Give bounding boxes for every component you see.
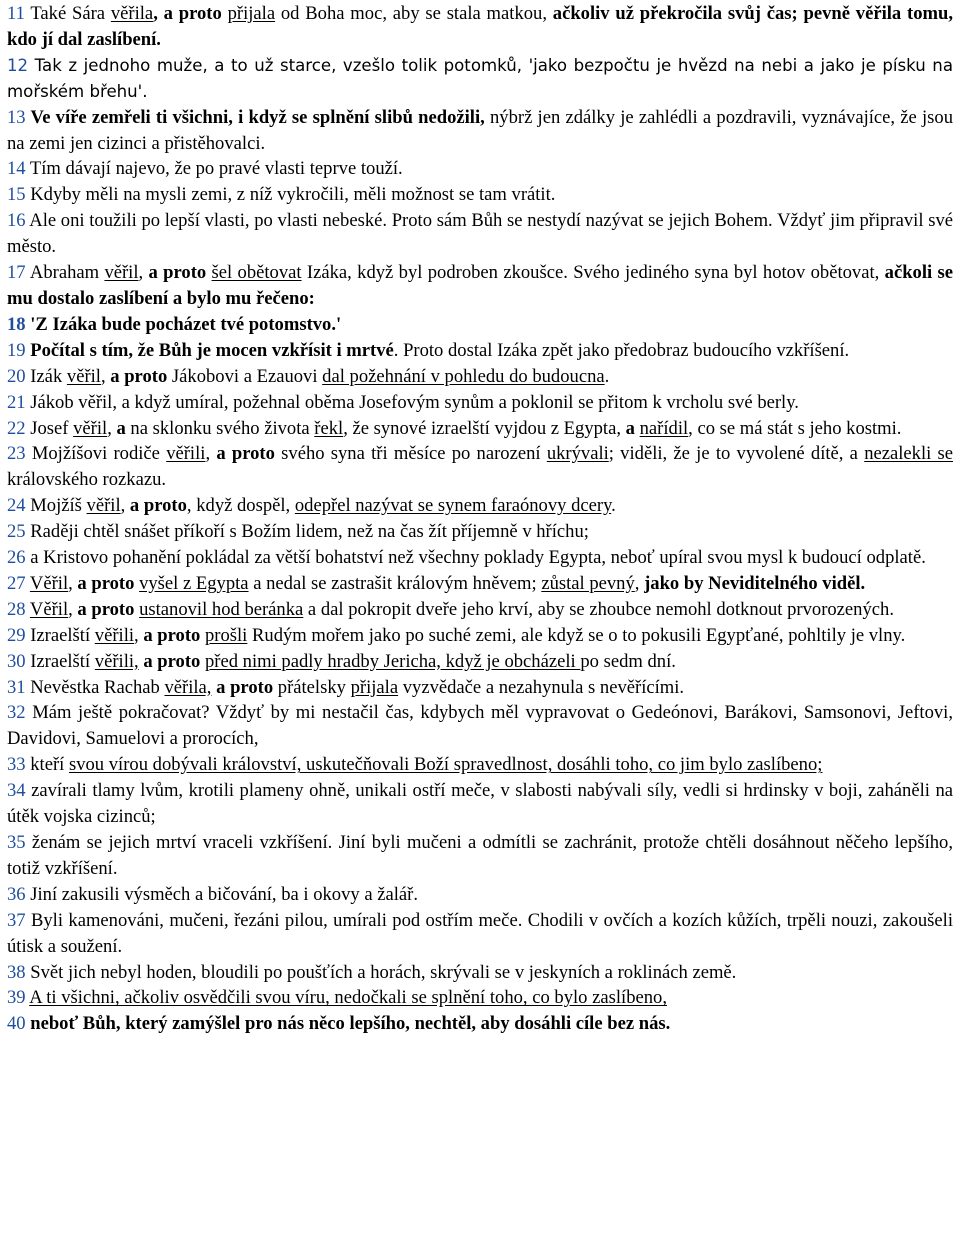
verse-text: a Kristovo pohanění pokládal za větší bohatství než všechny poklady Egypta, neboť upíral svou mysl k budoucí odplatě.: [25, 547, 926, 569]
verse-16: [7, 208, 953, 260]
verse-text: Tak z jednoho muže, a to už starce, vzešlo tolik potomků, 'jako bezpočtu je hvězd na nebi a jako je písku na mořském břehu'.: [7, 55, 953, 101]
verse-text: , že synové izraelští vyjdou z Egypta,: [343, 417, 626, 439]
verse-text: a nedal se zastrašit královým hněvem;: [248, 572, 542, 594]
underlined-text: věřil: [73, 417, 108, 439]
verse-number: 18: [7, 313, 26, 335]
verse-number: 11: [7, 3, 25, 24]
verse-12: [7, 53, 953, 105]
underlined-text: věřila,: [164, 676, 212, 698]
verse-19: [7, 338, 953, 364]
verse-text: Izáka, když byl podroben zkoušce. Svého jediného syna byl hotov obětovat,: [301, 262, 885, 284]
verse-number: 31: [7, 676, 26, 698]
verse-text: ,: [634, 572, 645, 594]
underlined-text: svou vírou dobývali království, uskutečňovali Boží spravedlnost, dosáhli toho, co jim bylo zaslíbeno;: [68, 754, 823, 776]
verse-23: [7, 441, 953, 493]
underlined-text: nezalekli se: [864, 443, 954, 465]
underlined-text: věřili: [166, 443, 206, 465]
bold-text: a: [625, 417, 635, 439]
underlined-text: nařídil: [639, 417, 689, 439]
bold-text: a proto: [143, 624, 201, 646]
verse-text: Jákobovi a Ezauovi: [167, 365, 323, 387]
verse-number: 37: [7, 909, 26, 931]
verse-text: Jiní zakusili výsměch a bičování, ba i okovy a žalář.: [25, 883, 419, 905]
bold-text: a: [116, 417, 126, 439]
underlined-text: před nimi padly hradby Jericha, když je obcházeli: [204, 650, 581, 672]
verse-25: [7, 519, 953, 545]
verse-text: Ale oni toužili po lepší vlasti, po vlasti nebeské. Proto sám Bůh se nestydí nazývat se jejich Bohem. Vždyť jim připravil své město.: [7, 210, 953, 258]
verse-text: Izraelští: [25, 650, 95, 672]
verse-29: [7, 623, 953, 649]
bold-text: ,: [153, 3, 164, 24]
underlined-text: ustanovil hod beránka: [139, 598, 304, 620]
verse-number: 17: [7, 262, 26, 284]
verse-text: Byli kamenováni, mučeni, řezáni pilou, umírali pod ostřím meče. Chodili v ovčích a kozích kůžích, trpěli nouzi, zakoušeli útisk a soužení.: [7, 909, 953, 957]
verse-number: 15: [7, 184, 26, 206]
verse-text: Mojžíš: [25, 495, 87, 517]
bold-text: a proto: [216, 676, 274, 698]
verse-text: ženám se jejich mrtví vraceli vzkříšení. Jiní byli mučeni a odmítli se zachránit, protože chtěli dosáhnout něčeho lepšího, totiž vzkříšení.: [7, 832, 953, 879]
verse-36: [7, 882, 953, 908]
verse-22: [7, 416, 953, 442]
verse-text: Izák: [25, 365, 67, 387]
verse-text: ,: [138, 262, 149, 284]
verse-text: ,: [68, 598, 78, 620]
verse-text: svého syna tři měsíce po narození: [274, 443, 547, 465]
bold-text: 'Z Izáka bude pocházet tvé potomstvo.': [25, 313, 342, 335]
underlined-text: prošli: [204, 624, 248, 646]
bold-text: ačkoliv už překročila svůj čas; pevně věřila tomu, kdo jí dal zaslíbení.: [7, 3, 953, 50]
verse-number: 32: [7, 702, 26, 724]
underlined-text: Věřil: [29, 572, 69, 594]
underlined-text: zůstal pevný: [541, 572, 635, 594]
verse-number: 28: [7, 598, 26, 620]
underlined-text: A ti všichni, ačkoliv osvědčili svou víru, nedočkali se splnění toho, co bylo zaslíbeno,: [29, 987, 667, 1009]
verse-text: , když dospěl,: [186, 495, 295, 517]
bold-text: a proto: [163, 3, 222, 24]
verse-34: [7, 778, 953, 830]
verse-text: Rudým mořem jako po suché zemi, ale když se o to pokusili Egypťané, pohltily je vlny.: [247, 624, 906, 646]
bold-text: a proto: [143, 650, 201, 672]
bold-text: Počítal s tím, že Bůh je mocen vzkřísit i mrtvé: [30, 339, 394, 361]
verse-text: přátelsky: [273, 676, 351, 698]
verse-number: 35: [7, 832, 26, 853]
bold-text: ačkoli se mu dostalo zaslíbení a bylo mu řečeno:: [7, 262, 953, 309]
verse-15: [7, 182, 953, 208]
verse-number: 39: [7, 987, 26, 1009]
verse-33: [7, 752, 953, 778]
verse-text: Jákob věřil, a když umíral, požehnal oběma Josefovým synům a poklonil se přitom k vrcholu své berly.: [25, 391, 799, 413]
underlined-text: věřil: [86, 495, 121, 517]
underlined-text: vyšel z Egypta: [139, 572, 249, 594]
verse-number: 16: [7, 210, 26, 232]
verse-14: [7, 156, 953, 182]
verse-28: [7, 597, 953, 623]
verse-text: ,: [107, 417, 117, 439]
verse-text: vyzvědače a nezahynula s nevěřícími.: [398, 676, 685, 698]
verse-number: 40: [7, 1013, 26, 1035]
verse-number: 29: [7, 624, 26, 646]
verse-text: Mám ještě pokračovat? Vždyť by mi nestačil čas, kdybych měl vypravovat o Gedeónovi, Barákovi, Samsonovi, Jeftovi, Davidovi, Samuelovi a prorocích,: [7, 702, 953, 750]
bold-text: a proto: [148, 262, 207, 284]
underlined-text: Věřil: [29, 598, 69, 620]
verse-26: [7, 545, 953, 571]
verse-18: [7, 312, 953, 338]
verse-text: na sklonku svého života: [125, 417, 315, 439]
bold-text: neboť Bůh, který zamýšlel pro nás něco lepšího, nechtěl, aby dosáhli cíle bez nás.: [25, 1013, 671, 1035]
bold-text: a proto: [216, 443, 275, 465]
verse-number: 19: [7, 339, 26, 361]
underlined-text: odepřel nazývat se synem faraónovy dcery: [294, 495, 612, 517]
verse-text: ,: [120, 495, 130, 517]
bold-text: jako by Neviditelného viděl.: [644, 572, 866, 594]
verse-21: [7, 390, 953, 416]
verse-30: [7, 649, 953, 675]
verse-text: a dal pokropit dveře jeho krví, aby se zhoubce nemohl dotknout prvorozených.: [303, 598, 894, 620]
verse-text: Tím dávají najevo, že po pravé vlasti teprve touží.: [25, 158, 403, 180]
verse-text: Také Sára: [24, 3, 111, 24]
underlined-text: dal požehnání v pohledu do budoucna: [322, 365, 605, 387]
verse-37: [7, 908, 953, 960]
verse-number: 38: [7, 961, 26, 983]
verse-number: 30: [7, 650, 26, 672]
verse-number: 34: [7, 780, 26, 802]
verse-39: [7, 985, 953, 1011]
verse-text: , co se má stát s jeho kostmi.: [688, 417, 902, 439]
underlined-text: věřila: [110, 3, 154, 24]
verse-32: [7, 700, 953, 752]
verse-text: .: [611, 495, 616, 517]
underlined-text: šel obětovat: [211, 262, 302, 284]
verse-number: 23: [7, 443, 26, 465]
underlined-text: věřil: [104, 262, 139, 284]
verse-text: ,: [68, 572, 78, 594]
underlined-text: přijala: [227, 3, 276, 24]
verse-text: zavírali tlamy lvům, krotili plameny ohně, unikali ostří meče, v slabosti nabývali síly, vedli si hrdinsky v boji, zaháněli na útěk vojska cizinců;: [7, 780, 953, 828]
verse-text: královského rozkazu.: [7, 469, 167, 491]
verse-text: ,: [205, 443, 217, 465]
verse-13: [7, 105, 953, 157]
verse-text: Mojžíšovi rodiče: [25, 443, 167, 465]
verse-number: 27: [7, 572, 26, 594]
verse-number: 12: [7, 55, 29, 75]
bold-text: a proto: [129, 495, 187, 517]
verse-40: [7, 1011, 953, 1037]
verse-text: kteří: [25, 754, 69, 776]
verse-17: [7, 260, 953, 312]
underlined-text: věřil: [66, 365, 101, 387]
verse-text: Nevěstka Rachab: [25, 676, 165, 698]
verse-text: po sedm dní.: [580, 650, 676, 672]
verse-text: ,: [100, 365, 111, 387]
verse-text: ; viděli, že je to vyvolené dítě, a: [608, 443, 865, 465]
underlined-text: ukrývali: [546, 443, 609, 465]
verse-text: Raději chtěl snášet příkoří s Božím lidem, než na čas žít příjemně v hříchu;: [25, 521, 589, 543]
underlined-text: věřili,: [94, 650, 139, 672]
verse-number: 20: [7, 365, 26, 387]
underlined-text: přijala: [350, 676, 399, 698]
verse-text: . Proto dostal Izáka zpět jako předobraz budoucího vzkříšení.: [393, 339, 850, 361]
verse-number: 25: [7, 521, 26, 543]
verse-number: 14: [7, 158, 26, 180]
verse-text: Izraelští: [25, 624, 95, 646]
underlined-text: řekl: [314, 417, 344, 439]
verse-number: 13: [7, 106, 26, 128]
bold-text: a proto: [110, 365, 168, 387]
verse-number: 24: [7, 495, 26, 517]
verse-text: ,: [134, 624, 144, 646]
verse-27: [7, 571, 953, 597]
verse-number: 21: [7, 391, 26, 413]
verse-text: Svět jich nebyl hoden, bloudili po poušťích a horách, skrývali se v jeskyních a roklinách země.: [25, 961, 737, 983]
verse-text: Abraham: [25, 262, 105, 284]
verse-11: [7, 1, 953, 53]
verse-35: [7, 830, 953, 882]
verse-24: [7, 493, 953, 519]
bold-text: a proto: [77, 598, 135, 620]
verse-number: 26: [7, 547, 26, 569]
verse-text: Kdyby měli na mysli zemi, z níž vykročili, měli možnost se tam vrátit.: [25, 184, 556, 206]
verse-20: [7, 364, 953, 390]
verse-38: [7, 960, 953, 986]
verse-text: .: [604, 365, 610, 387]
verse-number: 36: [7, 883, 26, 905]
verse-text: nýbrž jen zdálky je zahlédli a pozdravili, vyznávajíce, že jsou na zemi jen cizinci a přistěhovalci.: [7, 106, 953, 154]
verse-31: [7, 675, 953, 701]
verse-text: od Boha moc, aby se stala matkou,: [275, 3, 553, 24]
verse-number: 22: [7, 417, 26, 439]
verse-text: Josef: [25, 417, 74, 439]
underlined-text: věřili: [94, 624, 135, 646]
bold-text: Ve víře zemřeli ti všichni, i když se splnění slibů nedožili,: [25, 106, 485, 128]
verse-number: 33: [7, 754, 26, 776]
bold-text: a proto: [77, 572, 135, 594]
